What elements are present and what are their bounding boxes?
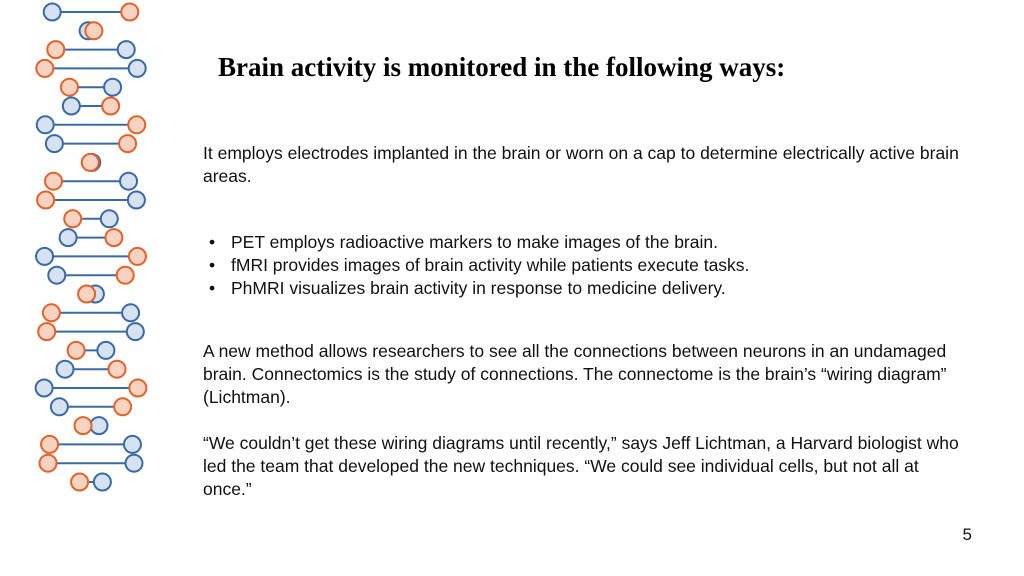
dna-node-blue bbox=[48, 267, 65, 284]
dna-node-blue bbox=[124, 436, 141, 453]
dna-node-orange bbox=[61, 79, 78, 96]
intro-paragraph: It employs electrodes implanted in the brain or worn on a cap to determine electrically active brain areas. bbox=[203, 143, 959, 186]
dna-node-orange bbox=[129, 248, 146, 265]
dna-node-orange bbox=[41, 436, 58, 453]
page-number: 5 bbox=[962, 525, 972, 544]
dna-node-orange bbox=[82, 154, 99, 171]
dna-node-orange bbox=[75, 417, 92, 434]
bullet-item bbox=[209, 277, 749, 300]
dna-node-orange bbox=[121, 4, 138, 21]
dna-node-blue bbox=[97, 342, 114, 359]
dna-node-blue bbox=[36, 248, 53, 265]
dna-node-blue bbox=[128, 192, 145, 209]
dna-node-orange bbox=[117, 267, 134, 284]
dna-node-blue bbox=[63, 98, 80, 115]
dna-node-orange bbox=[45, 173, 62, 190]
quote-paragraph: “We couldn’t get these wiring diagrams until recently,” says Jeff Lichtman, a Harvard biologist who led the team that developed the new techniques. “We could see individual cells, but not all at once.” bbox=[203, 433, 959, 499]
dna-helix-decoration bbox=[0, 0, 160, 576]
dna-node-blue bbox=[44, 4, 61, 21]
dna-node-blue bbox=[127, 323, 144, 340]
dna-node-blue bbox=[129, 60, 146, 77]
dna-node-orange bbox=[38, 323, 55, 340]
bullet-list bbox=[209, 231, 749, 300]
dna-node-orange bbox=[78, 286, 95, 303]
dna-node-blue bbox=[56, 361, 73, 378]
dna-node-orange bbox=[40, 455, 57, 472]
dna-node-orange bbox=[105, 229, 122, 246]
bullet-dot-icon: • bbox=[209, 278, 216, 298]
dna-node-blue bbox=[94, 474, 111, 491]
dna-node-blue bbox=[46, 135, 63, 152]
dna-node-blue bbox=[118, 41, 135, 58]
bullet-text: PET employs radioactive markers to make images of the brain. bbox=[231, 232, 718, 252]
dna-node-orange bbox=[102, 98, 119, 115]
dna-node-orange bbox=[64, 210, 81, 227]
bullet-dot-icon: • bbox=[209, 255, 216, 275]
dna-node-orange bbox=[37, 192, 54, 209]
dna-node-blue bbox=[36, 380, 53, 397]
bullet-item bbox=[209, 254, 749, 277]
dna-node-blue bbox=[37, 116, 54, 133]
dna-node-blue bbox=[125, 455, 142, 472]
dna-node-blue bbox=[60, 229, 77, 246]
dna-node-blue bbox=[122, 304, 139, 321]
dna-node-orange bbox=[129, 380, 146, 397]
dna-node-orange bbox=[128, 116, 145, 133]
bullet-text: fMRI provides images of brain activity while patients execute tasks. bbox=[231, 255, 750, 275]
slide-title: Brain activity is monitored in the following ways: bbox=[218, 52, 786, 82]
connectome-paragraph: A new method allows researchers to see all the connections between neurons in an undamaged brain. Connectomics is the study of connections. The connectome is the brain’s “wiring diagram” (Lichtman). bbox=[203, 341, 947, 407]
dna-node-orange bbox=[119, 135, 136, 152]
bullet-dot-icon: • bbox=[209, 232, 216, 252]
dna-node-blue bbox=[104, 79, 121, 96]
dna-node-orange bbox=[114, 398, 131, 415]
dna-node-blue bbox=[120, 173, 137, 190]
dna-node-orange bbox=[71, 474, 88, 491]
dna-node-orange bbox=[43, 304, 60, 321]
dna-node-orange bbox=[68, 342, 85, 359]
dna-node-blue bbox=[90, 417, 107, 434]
dna-node-blue bbox=[51, 398, 68, 415]
dna-node-blue bbox=[101, 210, 118, 227]
dna-node-orange bbox=[47, 41, 64, 58]
bullet-text: PhMRI visualizes brain activity in response to medicine delivery. bbox=[231, 278, 726, 298]
dna-node-orange bbox=[85, 22, 102, 39]
dna-node-orange bbox=[109, 361, 126, 378]
dna-node-orange bbox=[36, 60, 53, 77]
bullet-item bbox=[209, 231, 749, 254]
